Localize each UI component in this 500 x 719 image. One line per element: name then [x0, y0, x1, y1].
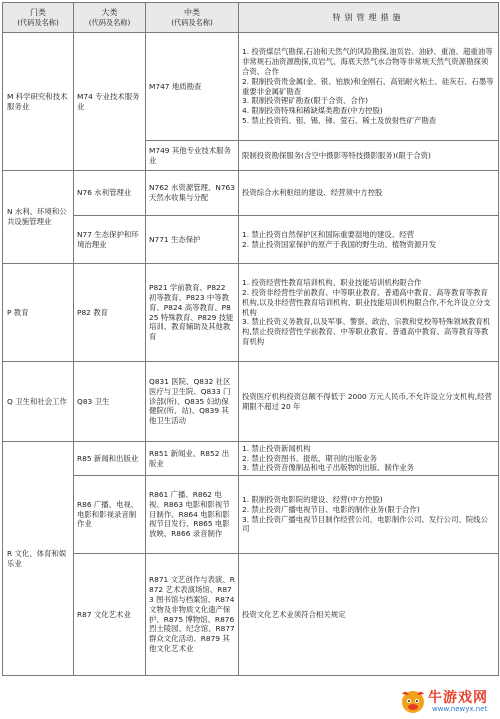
- major-cell-q83: Q83 卫生: [74, 362, 146, 442]
- measure-item: 限制投资勘探服务(含空中摄影等特技摄影服务)(限于合资): [242, 150, 431, 160]
- medium-cell-m749: M749 其他专业技术服务业: [146, 141, 239, 171]
- major-header-sub: (代码及名称): [88, 18, 131, 27]
- medium-cell-p82: P821 学前教育、P822 初等教育、P823 中等教育、P824 高等教育、P825 特殊教育、P829 技能培训、教育辅助及其他教育: [146, 264, 239, 362]
- table-row-r86: [3, 476, 499, 554]
- category-cell-p: P 教育: [3, 264, 74, 362]
- category-cell-q: Q 卫生和社会工作: [3, 362, 74, 442]
- watermark-name: 牛游戏网: [428, 690, 488, 706]
- major-cell-p82: P82 教育: [74, 264, 146, 362]
- measure-item: 5. 禁止投资钨、钼、锡、锑、萤石、稀土及放射性矿产勘查: [242, 116, 437, 126]
- category-cell-n: N 水利、环境和公共设施管理业: [3, 171, 74, 264]
- measure-item: 2. 投资非经营性学前教育、中等职业教育、普通高中教育、高等教育等教育机构,以及非经营性教育培训机构、职业技能培训机构限合作,不允许设立分支机构: [242, 287, 491, 317]
- measure-item: 1. 投资煤层气勘探,石油和天然气的风险勘探,油页岩、油砂、重油、超重油等非常规石油资源勘探,页岩气、海底天然气水合物等非常规天然气资源勘探须合资、合作: [242, 47, 493, 76]
- category-cell-m: M 科学研究和技术服务业: [3, 33, 74, 171]
- special-management-measures-table: [2, 2, 499, 676]
- measure-item: 3. 禁止投资音像制品和电子出版物的出版、制作业务: [242, 463, 414, 473]
- category-cell-r: R 文化、体育和娱乐业: [3, 442, 74, 676]
- major-cell-r86: R86 广播、电视、电影和影视录音制作业: [74, 476, 146, 554]
- major-cell-r85: R85 新闻和出版业: [74, 442, 146, 476]
- measure-item: 3. 禁止投资义务教育,以及军事、警察、政治、宗教和党校等特殊领域教育机构,禁止投资经营性学前教育、中等职业教育、普通高中教育、高等教育等教育机构: [242, 317, 491, 347]
- measure-item: 3. 限制投资锂矿勘查(限于合资、合作): [242, 96, 369, 106]
- measures-header: 特别管理措施: [239, 3, 499, 33]
- measure-item: 1. 禁止投资自然保护区和国际重要湿地的建设、经营: [242, 229, 414, 239]
- measure-item: 1. 投资经营性教育培训机构、职业技能培训机构限合作: [242, 278, 422, 288]
- major-header-title: 大类: [101, 8, 118, 17]
- table-row-p: [3, 264, 499, 362]
- measures-cell-m747: [239, 33, 499, 141]
- medium-cell-r85: R851 新闻业、R852 出版业: [146, 442, 239, 476]
- major-header: [74, 3, 146, 33]
- watermark-url: www.newyx.net: [432, 705, 488, 713]
- medium-cell-n76: N762 水资源管理、N763 天然水收集与分配: [146, 171, 239, 216]
- table-row-n76: [3, 171, 499, 216]
- major-cell-r87: R87 文化艺术业: [74, 554, 146, 676]
- measure-item: 2. 限制投资贵金属(金、银、铂族)和金刚石、高铝耐火粘土、硅灰石、石墨等重要非金属矿勘查: [242, 76, 494, 96]
- table-row-r87: [3, 554, 499, 676]
- measures-cell-r85: [239, 442, 499, 476]
- medium-header-sub: (代码及名称): [171, 18, 213, 27]
- major-cell-m74: M74 专业技术服务业: [74, 33, 146, 171]
- measure-item: 4. 限制投资特殊和稀缺煤类勘查(中方控股): [242, 106, 383, 116]
- watermark-logo: [398, 686, 496, 716]
- table-row-n77: [3, 216, 499, 264]
- measure-item: 投资文化艺术业须符合相关规定: [242, 609, 346, 619]
- category-header-title: 门类: [30, 8, 46, 17]
- medium-cell-m747: M747 地质勘查: [146, 33, 239, 141]
- medium-cell-r87: R871 文艺创作与表演、R872 艺术表演场馆、R873 图书馆与档案馆、R874 文物及非物质文化遗产保护、R875 博物馆、R876 烈士陵园、纪念馆、R877 群众文化活动、R879 其他文化艺术业: [146, 554, 239, 676]
- table-row-r85: [3, 442, 499, 476]
- table-row-q: [3, 362, 499, 442]
- medium-header: [146, 3, 239, 33]
- measure-item: 1. 禁止投资新闻机构: [242, 443, 311, 453]
- category-header: [3, 3, 74, 33]
- measure-item: 2. 禁止投资图书、报纸、期刊的出版业务: [242, 453, 378, 463]
- measure-item: 投资医疗机构投资总额不得低于 2000 万元人民币,不允许设立分支机构,经营期限不超过 20 年: [242, 391, 492, 411]
- measures-cell-n76: [239, 171, 499, 216]
- major-cell-n77: N77 生态保护和环境治理业: [74, 216, 146, 264]
- category-header-sub: (代码及名称): [17, 18, 59, 27]
- measure-item: 2. 禁止投资国家保护的原产于我国的野生动、植物资源开发: [242, 239, 437, 249]
- measures-cell-q83: [239, 362, 499, 442]
- measures-cell-r86: [239, 476, 499, 554]
- medium-header-title: 中类: [184, 8, 200, 17]
- measure-item: 投资综合水利枢纽的建设、经营须中方控股: [242, 188, 383, 198]
- medium-cell-n77: N771 生态保护: [146, 216, 239, 264]
- medium-cell-r86: R861 广播、R862 电视、R863 电影和影视节目制作、R864 电影和影视节目发行、R865 电影放映、R866 录音制作: [146, 476, 239, 554]
- bull-logo-icon: [398, 686, 428, 716]
- measures-cell-m749: [239, 141, 499, 171]
- measures-cell-n77: [239, 216, 499, 264]
- header-row: [3, 3, 499, 33]
- major-cell-n76: N76 水利管理业: [74, 171, 146, 216]
- measures-cell-r87: [239, 554, 499, 676]
- measures-cell-p82: [239, 264, 499, 362]
- table-row-m747: [3, 33, 499, 141]
- measure-item: 1. 限制投资电影院的建设、经营(中方控股): [242, 494, 383, 504]
- medium-cell-q83: Q831 医院、Q832 社区医疗与卫生院、Q833 门诊部(所)、Q835 妇幼保健院(所、站)、Q839 其他卫生活动: [146, 362, 239, 442]
- measure-item: 2. 禁止投资广播电视节目、电影的制作业务(限于合作): [242, 504, 420, 514]
- measure-item: 3. 禁止投资广播电视节目制作经营公司、电影制作公司、发行公司、院线公司: [242, 514, 488, 534]
